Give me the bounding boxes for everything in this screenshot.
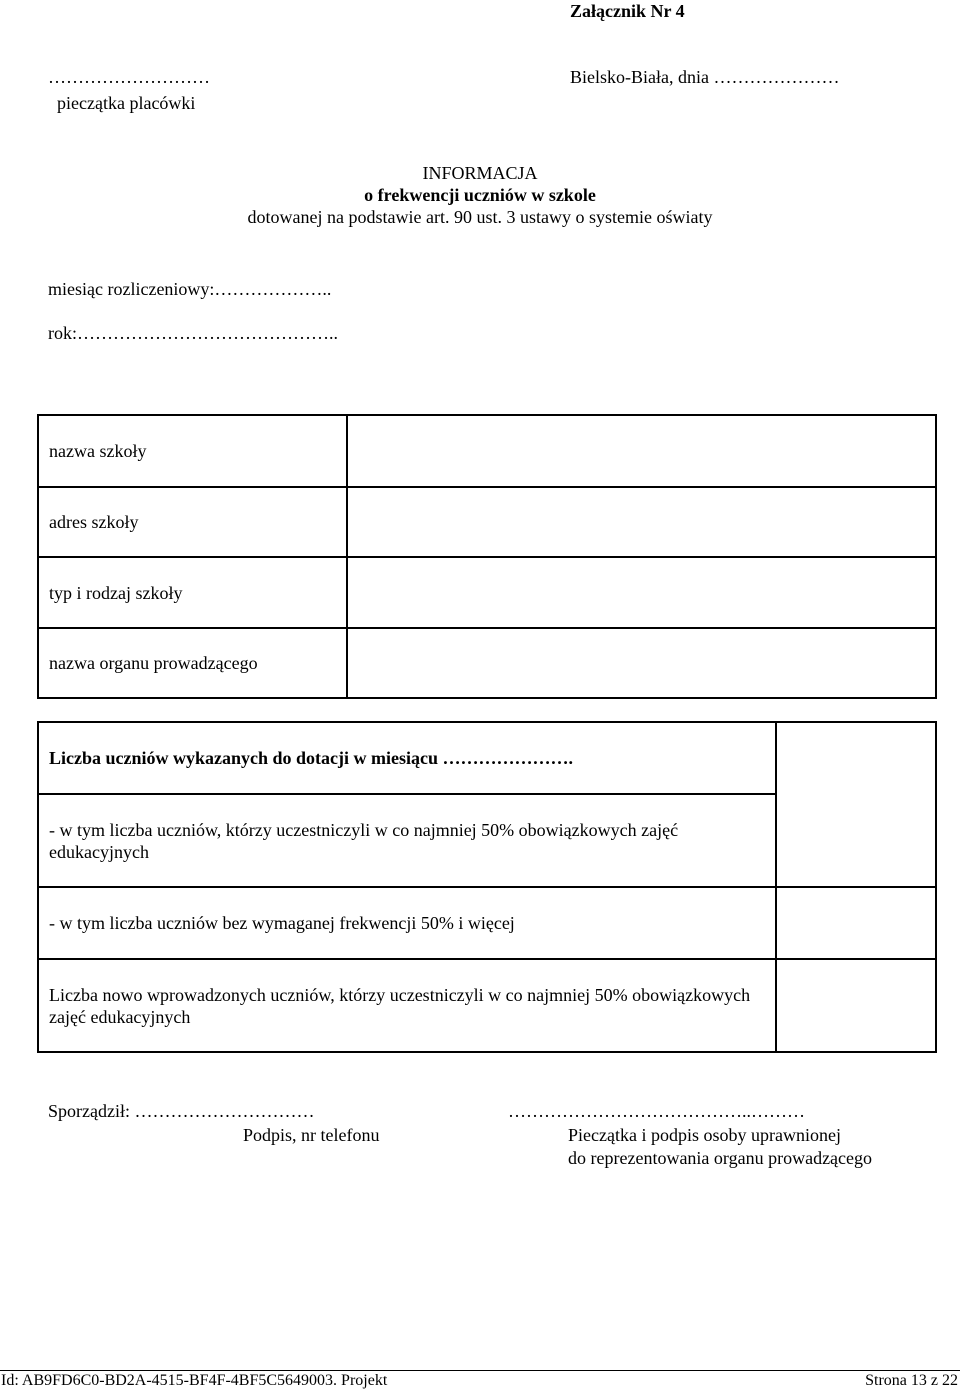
school-info-table <box>37 414 937 699</box>
school-address-field[interactable] <box>347 487 936 557</box>
signature-label: Podpis, nr telefonu <box>243 1125 380 1145</box>
new-students-field[interactable] <box>776 959 936 1052</box>
school-name-field[interactable] <box>347 415 936 487</box>
authorized-stamp-label-2: do reprezentowania organu prowadzącego <box>568 1148 873 1168</box>
prepared-by-field[interactable]: Sporządził: ………………………… <box>48 1101 315 1121</box>
stamp-label: pieczątka placówki <box>57 93 196 113</box>
attachment-label: Załącznik Nr 4 <box>570 1 685 21</box>
table-row <box>38 887 936 959</box>
billing-year-field[interactable]: rok:…………………………………….. <box>48 323 338 343</box>
table-row <box>38 959 936 1052</box>
school-type-field[interactable] <box>347 557 936 628</box>
document-id: Id: AB9FD6C0-BD2A-4515-BF4F-4BF5C5649003. Projekt <box>1 1372 388 1389</box>
authorized-signature-field[interactable]: …………………………………..……… <box>508 1101 805 1121</box>
total-students-label: Liczba uczniów wykazanych do dotacji w miesiącu …………………. <box>38 722 776 794</box>
billing-month-field[interactable]: miesiąc rozliczeniowy:……………….. <box>48 279 332 299</box>
school-type-label: typ i rodzaj szkoły <box>38 557 347 628</box>
attending-students-label: - w tym liczba uczniów, którzy uczestniczyli w co najmniej 50% obowiązkowych zajęć edukacyjnych <box>38 794 776 887</box>
table-row <box>38 487 936 557</box>
non-attending-students-field[interactable] <box>776 887 936 959</box>
table-row <box>38 557 936 628</box>
new-students-label: Liczba nowo wprowadzonych uczniów, którzy uczestniczyli w co najmniej 50% obowiązkowych zajęć edukacyjnych <box>38 959 776 1052</box>
doc-subtitle: o frekwencji uczniów w szkole <box>364 185 596 205</box>
doc-title: INFORMACJA <box>422 163 538 183</box>
school-name-label: nazwa szkoły <box>38 415 347 487</box>
table-row <box>38 628 936 698</box>
table-row <box>38 722 936 794</box>
governing-body-field[interactable] <box>347 628 936 698</box>
total-students-field[interactable] <box>776 722 936 887</box>
table-row <box>38 415 936 487</box>
city-date: Bielsko-Biała, dnia ………………… <box>570 67 840 87</box>
non-attending-students-label: - w tym liczba uczniów bez wymaganej frekwencji 50% i więcej <box>38 887 776 959</box>
page-number: Strona 13 z 22 <box>865 1372 958 1389</box>
doc-legal-basis: dotowanej na podstawie art. 90 ust. 3 ustawy o systemie oświaty <box>247 207 713 227</box>
governing-body-label: nazwa organu prowadzącego <box>38 628 347 698</box>
students-count-table <box>37 721 937 1053</box>
authorized-stamp-label: Pieczątka i podpis osoby uprawnionej <box>568 1125 841 1145</box>
stamp-dots: ……………………… <box>48 67 210 87</box>
school-address-label: adres szkoły <box>38 487 347 557</box>
